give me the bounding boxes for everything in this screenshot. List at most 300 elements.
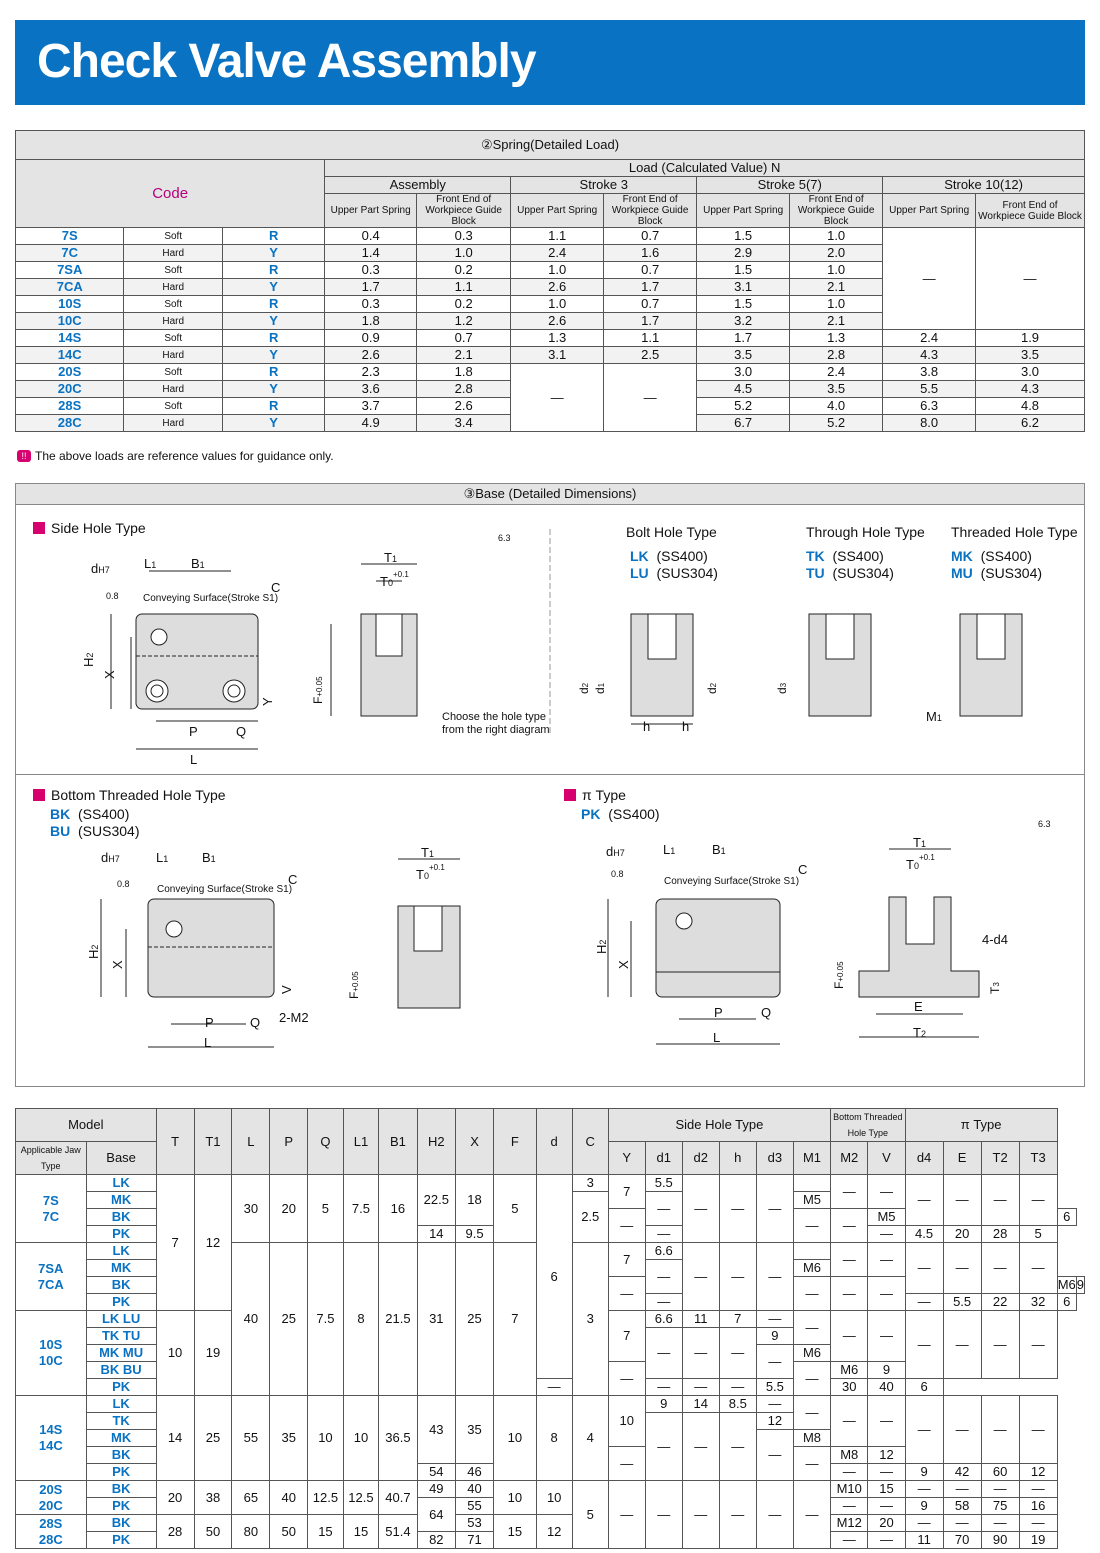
table-cell: 25 (456, 1243, 494, 1396)
table-cell: 4.5 (905, 1226, 943, 1243)
spring-type: Hard (124, 245, 223, 262)
table-cell: 58 (943, 1498, 981, 1515)
table-cell: — (682, 1413, 719, 1481)
svg-text:F+0.05: F+0.05 (311, 676, 325, 704)
base-code: MK (86, 1192, 156, 1209)
spring-value: 1.4 (325, 245, 417, 262)
bottom-threaded-header: Bottom Threaded Hole Type (831, 1109, 906, 1142)
col-header: d (536, 1109, 572, 1175)
table-cell: 9 (905, 1498, 943, 1515)
spring-type: Hard (124, 415, 223, 432)
spring-value: 2.3 (325, 364, 417, 381)
table-cell: 20 (156, 1481, 194, 1515)
table-cell: — (905, 1481, 943, 1498)
spring-section-title: ②Spring(Detailed Load) (16, 131, 1085, 160)
table-cell: — (793, 1362, 830, 1396)
sub-front-end: Front End of Workpiece Guide Block (976, 194, 1085, 228)
spring-letter: Y (223, 347, 325, 364)
table-cell: 35 (456, 1396, 494, 1464)
svg-text:F+0.05: F+0.05 (347, 971, 361, 999)
table-cell: — (831, 1498, 868, 1515)
conveying-label: Conveying Surface(Stroke S1) (143, 593, 279, 604)
spring-letter: R (223, 262, 325, 279)
spring-value: 3.1 (511, 347, 604, 364)
table-cell: — (831, 1209, 868, 1243)
spring-value: 3.1 (697, 279, 790, 296)
table-cell: 46 (456, 1464, 494, 1481)
table-cell: 6 (1057, 1209, 1076, 1226)
spring-code: 7SA (16, 262, 124, 279)
table-cell: — (608, 1481, 645, 1549)
table-cell: — (536, 1379, 572, 1396)
sub-front-end: Front End of Workpiece Guide Block (604, 194, 697, 228)
table-cell: 25 (270, 1243, 308, 1396)
table-cell: 7 (156, 1175, 194, 1311)
table-cell: — (1019, 1311, 1057, 1379)
svg-text:h: h (682, 719, 690, 734)
spring-letter: R (223, 296, 325, 313)
base-code: LK LU (86, 1311, 156, 1328)
base-code: BK (86, 1277, 156, 1294)
conveying-label-3: Conveying Surface(Stroke S1) (664, 876, 800, 887)
table-cell: M12 (831, 1515, 868, 1532)
spring-code: 28S (16, 398, 124, 415)
spring-value: 2.4 (511, 245, 604, 262)
table-cell: 5.5 (943, 1294, 981, 1311)
table-cell: — (981, 1311, 1019, 1379)
table-cell (793, 1175, 830, 1192)
table-cell: 82 (417, 1532, 455, 1549)
table-cell: 7 (608, 1175, 645, 1209)
table-cell: 40 (868, 1379, 905, 1396)
spring-value: 6.7 (697, 415, 790, 432)
table-cell: 3 (572, 1243, 608, 1396)
table-cell: 55 (456, 1498, 494, 1515)
table-cell: 19 (1019, 1532, 1057, 1549)
table-cell: — (645, 1192, 682, 1226)
base-drawings (16, 484, 1084, 1086)
spring-value: 4.3 (976, 381, 1085, 398)
spring-value: 2.6 (325, 347, 417, 364)
rough-83: 6.3 (1038, 819, 1051, 829)
spring-type: Hard (124, 313, 223, 330)
spring-value: 0.7 (417, 330, 511, 347)
table-cell (793, 1243, 830, 1260)
table-cell: 36.5 (379, 1396, 417, 1481)
spring-value: 1.0 (511, 296, 604, 313)
col-header: T1 (194, 1109, 232, 1175)
base-code: MK (86, 1260, 156, 1277)
spring-value: 1.0 (417, 245, 511, 262)
base-section-title: ③Base (Detailed Dimensions) (16, 484, 1084, 505)
table-cell: 4 (572, 1396, 608, 1481)
spring-value: 1.0 (511, 262, 604, 279)
svg-text:T1: T1 (913, 835, 926, 850)
table-cell: 19 (194, 1311, 232, 1396)
table-cell: 14 (682, 1396, 719, 1413)
table-cell: 20 (270, 1175, 308, 1243)
table-cell: 9 (645, 1396, 682, 1413)
col-header: X (456, 1109, 494, 1175)
spring-value: 1.5 (697, 296, 790, 313)
col-header: T3 (1019, 1142, 1057, 1175)
spring-value: 3.5 (976, 347, 1085, 364)
table-cell: — (1019, 1396, 1057, 1464)
svg-text:L1: L1 (144, 556, 157, 571)
base-code: PK (86, 1532, 156, 1549)
base-code: MK MU (86, 1345, 156, 1362)
table-cell: 8.5 (719, 1396, 756, 1413)
load-header: Load (Calculated Value) N (325, 160, 1085, 177)
col-header: C (572, 1109, 608, 1175)
table-cell: — (719, 1328, 756, 1379)
table-row (16, 1396, 1085, 1413)
table-cell: 6 (905, 1379, 943, 1396)
table-cell: — (981, 1396, 1019, 1464)
table-cell: — (719, 1413, 756, 1481)
table-cell: 38 (194, 1481, 232, 1515)
spring-code: 28C (16, 415, 124, 432)
table-cell: 15 (308, 1515, 344, 1549)
col-header: E (943, 1142, 981, 1175)
table-cell: 28 (981, 1226, 1019, 1243)
table-cell: 22 (981, 1294, 1019, 1311)
table-cell: — (1019, 1481, 1057, 1498)
col-header: F (494, 1109, 537, 1175)
table-cell: — (831, 1277, 868, 1311)
table-cell: 10 (494, 1481, 537, 1515)
spring-code: 14S (16, 330, 124, 347)
table-cell: 12 (756, 1413, 793, 1430)
svg-text:L: L (190, 752, 198, 767)
table-cell: 3 (572, 1175, 608, 1192)
table-cell: 64 (417, 1498, 455, 1532)
spring-value: 4.3 (883, 347, 976, 364)
table-cell: — (831, 1243, 868, 1277)
table-cell: 12 (194, 1175, 232, 1311)
base-code: LK (86, 1396, 156, 1413)
table-cell: — (719, 1175, 756, 1243)
table-cell: — (831, 1532, 868, 1549)
spring-letter: R (223, 330, 325, 347)
table-cell: M5 (868, 1209, 905, 1226)
table-cell: — (868, 1311, 905, 1362)
base-code: LK (86, 1243, 156, 1260)
svg-text:M1: M1 (926, 709, 942, 724)
svg-text:P: P (205, 1015, 214, 1030)
col-header: T (156, 1109, 194, 1175)
svg-text:P: P (189, 724, 198, 739)
table-cell: — (1019, 1515, 1057, 1532)
model-header: Model (16, 1109, 157, 1142)
svg-text:T2: T2 (913, 1025, 926, 1040)
svg-text:dH7: dH7 (606, 844, 625, 859)
base-code: BK (86, 1515, 156, 1532)
spring-value: 4.5 (697, 381, 790, 398)
table-cell: 49 (417, 1481, 455, 1498)
table-cell: — (868, 1532, 905, 1549)
spring-load-table (15, 130, 1085, 432)
table-cell: 53 (456, 1515, 494, 1532)
col-header: d3 (756, 1142, 793, 1175)
table-cell: 35 (270, 1396, 308, 1481)
col-header: Y (608, 1142, 645, 1175)
svg-text:H2: H2 (86, 944, 101, 959)
spring-value: 4.0 (790, 398, 883, 415)
spring-value: 0.4 (325, 228, 417, 245)
spring-value: 2.8 (790, 347, 883, 364)
bolt-hole-codes: LK (SS400) LU (SUS304) (630, 548, 718, 581)
spring-value: 5.2 (697, 398, 790, 415)
table-cell: — (793, 1209, 830, 1243)
table-cell: — (905, 1515, 943, 1532)
table-cell: — (943, 1396, 981, 1464)
spring-value: 0.2 (417, 262, 511, 279)
col-header: T2 (981, 1142, 1019, 1175)
spring-value: 1.7 (325, 279, 417, 296)
table-cell: M6 (1057, 1277, 1076, 1292)
spring-value: 3.0 (697, 364, 790, 381)
table-cell: — (608, 1362, 645, 1396)
svg-text:P: P (714, 1005, 723, 1020)
base-header: Base (86, 1142, 156, 1175)
table-cell: 65 (232, 1481, 270, 1515)
svg-text:T3: T3 (988, 982, 1002, 994)
svg-text:T0+0.1: $T0^{+0.1}$ (906, 853, 935, 872)
table-cell: 12.5 (308, 1481, 344, 1515)
table-cell: 15 (494, 1515, 537, 1549)
svg-text:B1: B1 (202, 850, 216, 865)
svg-text:T1: T1 (384, 550, 397, 565)
spring-code: 10C (16, 313, 124, 330)
group-stroke5: Stroke 5(7) (697, 177, 883, 194)
table-cell: 40 (270, 1481, 308, 1515)
table-cell: M6 (793, 1260, 830, 1277)
table-cell: — (943, 1311, 981, 1379)
col-header: d1 (645, 1142, 682, 1175)
table-cell: 2.5 (572, 1192, 608, 1243)
table-cell: — (756, 1430, 793, 1481)
table-cell: — (793, 1396, 830, 1430)
spring-value: 1.8 (325, 313, 417, 330)
table-cell: M6 (831, 1362, 868, 1379)
choose-hole-2: from the right diagram (442, 724, 550, 736)
jaw-code: 20S 20C (16, 1481, 87, 1515)
table-cell: — (756, 1175, 793, 1243)
spring-value: 1.3 (511, 330, 604, 347)
table-cell: 15 (343, 1515, 379, 1549)
threaded-hole-title: Threaded Hole Type (951, 524, 1078, 540)
table-cell: — (645, 1328, 682, 1379)
table-cell: — (682, 1481, 719, 1549)
base-code: PK (86, 1379, 156, 1396)
table-cell: — (719, 1481, 756, 1549)
spring-value: 4.8 (976, 398, 1085, 415)
threaded-hole-codes: MK (SS400) MU (SUS304) (951, 548, 1043, 581)
spring-type: Hard (124, 279, 223, 296)
base-code: TK (86, 1413, 156, 1430)
table-cell: 22.5 (417, 1175, 455, 1226)
dash-cell: — (604, 364, 697, 432)
col-header: L1 (343, 1109, 379, 1175)
table-cell: 60 (981, 1464, 1019, 1481)
table-cell: 7 (608, 1243, 645, 1277)
spring-value: 3.6 (325, 381, 417, 398)
spring-value: 2.4 (790, 364, 883, 381)
side-hole-header: Side Hole Type (608, 1109, 830, 1142)
table-cell: 25 (194, 1396, 232, 1481)
group-stroke10: Stroke 10(12) (883, 177, 1085, 194)
svg-text:C: C (798, 862, 808, 877)
table-cell: 12 (536, 1515, 572, 1549)
table-cell: 6.6 (645, 1243, 682, 1260)
pi-type-label: π Type (582, 787, 626, 803)
table-cell: — (905, 1396, 943, 1464)
table-cell: 30 (831, 1379, 868, 1396)
svg-text:X: X (616, 960, 631, 969)
sub-upper-spring: Upper Part Spring (511, 194, 604, 228)
spring-letter: Y (223, 245, 325, 262)
spring-value: 3.4 (417, 415, 511, 432)
svg-text:F+0.05: F+0.05 (832, 961, 846, 989)
spring-type: Soft (124, 364, 223, 381)
base-code: PK (86, 1226, 156, 1243)
table-cell: 11 (682, 1311, 719, 1328)
table-cell: 16 (379, 1175, 417, 1243)
base-code: BK BU (86, 1362, 156, 1379)
col-header: L (232, 1109, 270, 1175)
spring-code: 7C (16, 245, 124, 262)
table-cell: 14 (156, 1396, 194, 1481)
svg-text:B1: B1 (191, 556, 205, 571)
spring-value: 3.8 (883, 364, 976, 381)
table-row (16, 1515, 1085, 1532)
sub-front-end: Front End of Workpiece Guide Block (417, 194, 511, 228)
spring-value: 1.2 (417, 313, 511, 330)
col-header: P (270, 1109, 308, 1175)
spring-value: 1.7 (604, 313, 697, 330)
spring-code: 10S (16, 296, 124, 313)
code-header: Code (16, 160, 325, 228)
spring-letter: Y (223, 279, 325, 296)
jaw-code: 10S 10C (16, 1311, 87, 1396)
table-cell: 40 (232, 1243, 270, 1396)
svg-text:X: X (110, 960, 125, 969)
dash-cell: — (511, 364, 604, 432)
table-cell: 10 (343, 1396, 379, 1481)
svg-text:C: C (288, 872, 298, 887)
spring-row (16, 364, 1085, 381)
table-cell: — (682, 1243, 719, 1311)
rough-08-3: 0.8 (611, 869, 624, 879)
group-stroke3: Stroke 3 (511, 177, 697, 194)
base-code: BK (86, 1209, 156, 1226)
table-cell: 20 (868, 1515, 905, 1532)
table-cell: 9.5 (456, 1226, 494, 1243)
rough-63: 6.3 (498, 533, 511, 543)
spring-value: 2.6 (417, 398, 511, 415)
spring-value: 3.0 (976, 364, 1085, 381)
svg-text:L1: L1 (663, 842, 676, 857)
table-cell: — (1019, 1175, 1057, 1226)
jaw-header: Applicable Jaw Type (16, 1142, 87, 1175)
spring-value: 1.7 (697, 330, 790, 347)
dash-cell: — (976, 228, 1085, 330)
table-cell: 9 (868, 1362, 905, 1379)
spring-type: Soft (124, 262, 223, 279)
table-cell: 6 (1057, 1294, 1076, 1311)
col-header: Q (308, 1109, 344, 1175)
table-cell: M5 (793, 1192, 830, 1209)
table-cell: 8 (536, 1396, 572, 1481)
model-dimension-table (15, 1108, 1085, 1549)
through-hole-title: Through Hole Type (806, 524, 925, 540)
table-cell: 10 (608, 1396, 645, 1447)
spring-value: 3.5 (790, 381, 883, 398)
spring-value: 1.5 (697, 262, 790, 279)
spring-type: Soft (124, 398, 223, 415)
table-cell: 10 (156, 1311, 194, 1396)
table-cell: — (943, 1481, 981, 1498)
spring-value: 0.7 (604, 296, 697, 313)
svg-text:d1: d1 (593, 682, 607, 694)
spring-value: 5.5 (883, 381, 976, 398)
svg-text:H2: H2 (594, 939, 609, 954)
table-cell: 16 (1019, 1498, 1057, 1515)
col-header: h (719, 1142, 756, 1175)
base-code: BK (86, 1481, 156, 1498)
spring-letter: R (223, 398, 325, 415)
spring-type: Soft (124, 330, 223, 347)
spring-letter: Y (223, 415, 325, 432)
table-cell: 14 (417, 1226, 455, 1243)
sub-upper-spring: Upper Part Spring (883, 194, 976, 228)
jaw-code: 7S 7C (16, 1175, 87, 1243)
table-cell: — (645, 1413, 682, 1481)
spring-letter: Y (223, 313, 325, 330)
spring-value: 2.1 (417, 347, 511, 364)
table-cell: 71 (456, 1532, 494, 1549)
table-cell: 43 (417, 1396, 455, 1464)
sub-upper-spring: Upper Part Spring (697, 194, 790, 228)
table-cell: — (981, 1243, 1019, 1294)
table-cell: 54 (417, 1464, 455, 1481)
table-cell: 11 (905, 1532, 943, 1549)
spring-value: 1.5 (697, 228, 790, 245)
table-cell: 9 (905, 1464, 943, 1481)
svg-text:B1: B1 (712, 842, 726, 857)
spring-type: Hard (124, 381, 223, 398)
base-code: PK (86, 1464, 156, 1481)
svg-text:H2: H2 (81, 652, 96, 667)
table-cell: 12 (868, 1447, 905, 1464)
table-cell: 9 (756, 1328, 793, 1345)
col-header: B1 (379, 1109, 417, 1175)
table-cell: 7.5 (308, 1243, 344, 1396)
spring-value: 4.9 (325, 415, 417, 432)
spring-value: 2.5 (604, 347, 697, 364)
svg-text:Y: Y (260, 697, 275, 706)
spring-letter: Y (223, 381, 325, 398)
spring-value: 5.2 (790, 415, 883, 432)
table-cell: 15 (868, 1481, 905, 1498)
spring-value: 2.8 (417, 381, 511, 398)
bottom-threaded-codes: BK (SS400) BU (SUS304) (50, 806, 140, 839)
base-code: MK (86, 1430, 156, 1447)
spring-value: 0.2 (417, 296, 511, 313)
spring-value: 8.0 (883, 415, 976, 432)
table-cell: — (793, 1447, 830, 1481)
